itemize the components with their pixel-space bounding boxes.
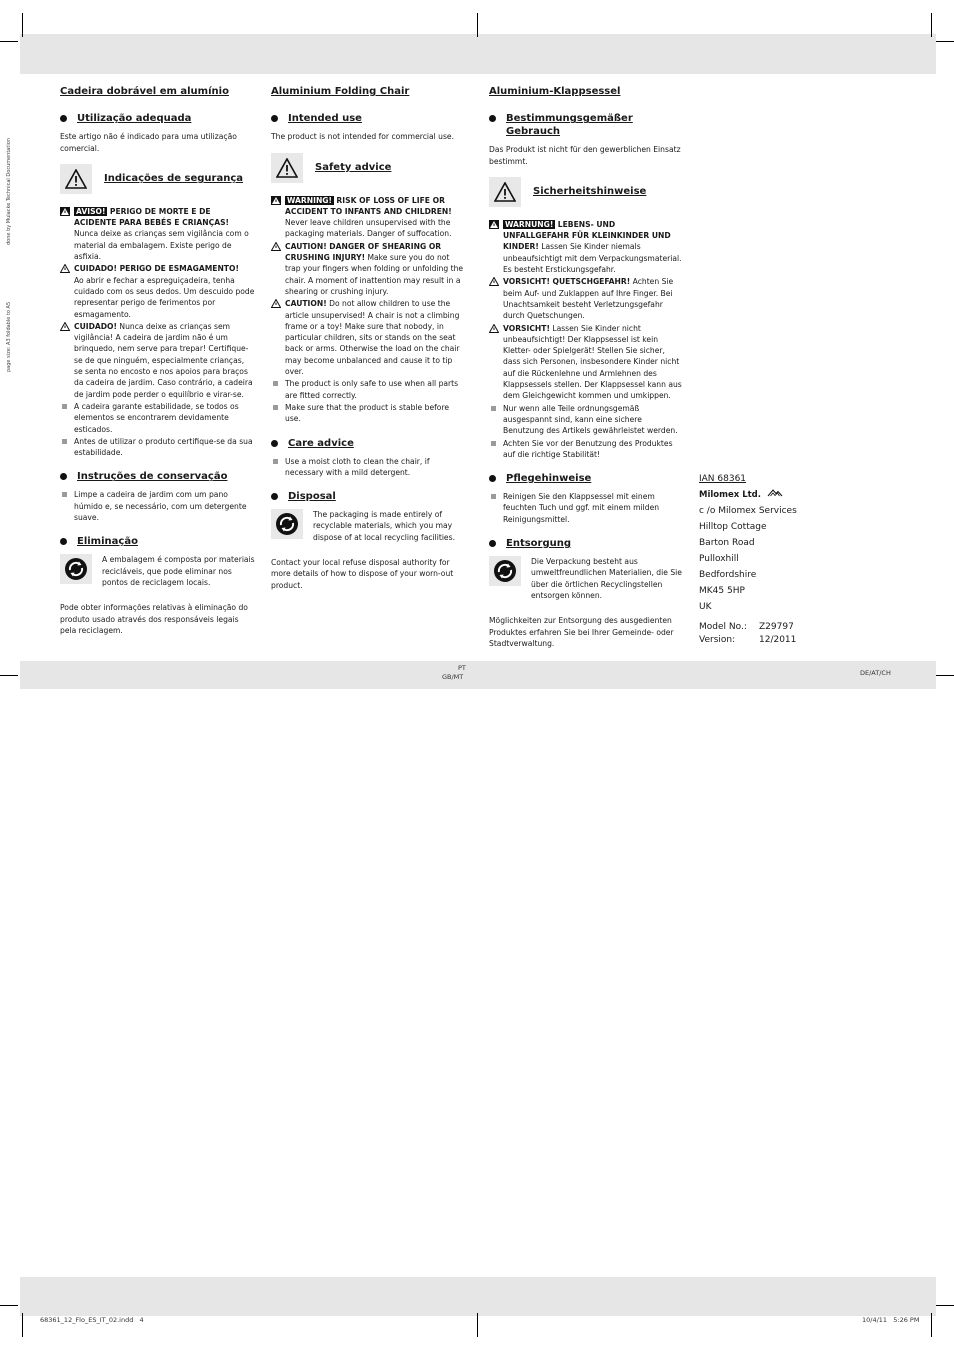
warning-filled-icon <box>60 207 70 219</box>
address-line: MK45 5HP <box>699 586 745 596</box>
safety-heading-row <box>489 177 683 207</box>
safety-heading-row <box>271 153 465 183</box>
column-de <box>489 86 683 659</box>
recycle-icon <box>271 509 303 539</box>
bullet-dot-icon <box>489 475 496 482</box>
warning-item: VORSICHT! QUETSCHGEFAHR! Achten Sie beim Auf- und Zuklappen auf Ihre Finger. Bei Unachtsamkeit besteht Verletzungsgefahr durch Quetschungen. <box>489 276 683 321</box>
section-heading: Pflegehinweise <box>489 472 683 485</box>
crop-mark <box>0 675 18 676</box>
safety-heading: Sicherheitshinweise <box>533 186 647 198</box>
page-title: Aluminium Folding Chair <box>271 86 410 97</box>
address-line: UK <box>699 602 712 612</box>
bullet-dot-icon <box>271 115 278 122</box>
section-heading: Intended use <box>271 112 465 125</box>
list-item: Use a moist cloth to clean the chair, if necessary with a mild detergent. <box>271 456 465 479</box>
address-line: c /o Milomex Services <box>699 506 797 516</box>
address-line: Barton Road <box>699 538 755 548</box>
bullet-dot-icon <box>60 115 67 122</box>
slug-filename: 68361_12_Flo_ES_IT_02.indd 4 <box>40 1316 144 1324</box>
bullet-dot-icon <box>271 493 278 500</box>
warning-item: CAUTION! Do not allow children to use the article unsupervised! A chair is not a climbing frame or a toy! Make sure that nobody, in particular children, sits or stands on the seat back or arms. Otherwise the load on the chair may become unbalanced and cause it to tip over. <box>271 298 465 377</box>
list-item: Nur wenn alle Teile ordnungsgemäß ausgespannt sind, kann eine sichere Benutzung des Artikels gewährleistet werden. <box>489 403 683 437</box>
warning-item: AVISO! PERIGO DE MORTE E DE ACIDENTE PARA BEBÉS E CRIANÇAS! Nunca deixe as crianças sem vigilância com o material da embalagem. Existe perigo de asfixia. <box>60 206 255 262</box>
top-band <box>20 34 936 74</box>
section-heading: Instruções de conservação <box>60 470 255 483</box>
square-bullet-icon <box>62 492 67 497</box>
list-item: Reinigen Sie den Klappsessel mit einem feuchten Tuch und ggf. mit einem milden Reinigungsmittel. <box>489 491 683 525</box>
crop-mark <box>936 41 954 42</box>
safety-heading-row <box>60 164 255 194</box>
footer-lang-gbmt: GB/MT <box>442 673 464 681</box>
list-item: Make sure that the product is stable before use. <box>271 402 465 425</box>
disposal-box: The packaging is made entirely of recyclable materials, which you may dispose of at local recycling facilities. <box>271 509 465 543</box>
square-bullet-icon <box>491 406 496 411</box>
warning-triangle-icon <box>489 177 521 207</box>
warning-filled-icon <box>271 196 281 208</box>
side-page-size: page size: A3 foldable to A5 <box>6 301 12 372</box>
square-bullet-icon <box>273 405 278 410</box>
disposal-text: Contact your local refuse disposal authority for more details of how to dispose of your worn-out product. <box>271 558 454 590</box>
intended-use-text: The product is not intended for commercial use. <box>271 132 455 142</box>
crop-mark <box>22 13 23 37</box>
warning-item: WARNUNG! LEBENS- UND UNFALLGEFAHR FÜR KLEINKINDER UND KINDER! Lassen Sie Kinder niemals unbeaufsichtigt mit dem Verpackungsmaterial. Es besteht Erstickungsgefahr. <box>489 219 683 275</box>
list-item: Antes de utilizar o produto certifique-se da sua estabilidade. <box>60 436 255 459</box>
intended-use-text: Das Produkt ist nicht für den gewerblichen Einsatz bestimmt. <box>489 145 681 166</box>
square-bullet-icon <box>273 381 278 386</box>
page-title: Aluminium-Klappsessel <box>489 86 621 97</box>
crop-mark <box>0 41 18 42</box>
recycle-icon <box>489 556 521 586</box>
footer-lang-deatch: DE/AT/CH <box>860 669 891 677</box>
page-title: Cadeira dobrável em alumínio <box>60 86 229 97</box>
address-line: Bedfordshire <box>699 570 757 580</box>
square-bullet-icon <box>62 404 67 409</box>
manufacturer-address <box>699 471 797 647</box>
column-gb <box>271 86 465 601</box>
address-line: Hilltop Cottage <box>699 522 767 532</box>
square-bullet-icon <box>273 459 278 464</box>
warning-small-icon <box>489 277 499 289</box>
section-heading: Entsorgung <box>489 537 683 550</box>
crop-mark <box>936 1305 954 1306</box>
warning-item: WARNING! RISK OF LOSS OF LIFE OR ACCIDENT TO INFANTS AND CHILDREN! Never leave children unsupervised with the packaging materials. Danger of suffocation. <box>271 195 465 240</box>
warning-filled-icon <box>489 220 499 232</box>
square-bullet-icon <box>491 494 496 499</box>
slug-date: 10/4/11 5:26 PM <box>862 1316 920 1324</box>
mountain-logo-icon <box>767 488 783 497</box>
intended-use-text: Este artigo não é indicado para uma utilização comercial. <box>60 132 237 153</box>
list-item: The product is only safe to use when all parts are fitted correctly. <box>271 378 465 401</box>
disposal-box: Die Verpackung besteht aus umweltfreundlichen Materialien, die Sie über die örtlichen Recyclingstellen entsorgen können. <box>489 556 683 601</box>
warning-item: VORSICHT! Lassen Sie Kinder nicht unbeaufsichtigt! Der Klappsessel ist kein Kletter- oder Spielgerät! Stellen Sie sicher, dass sich Personen, insbesondere Kinder nicht auf die Rückenlehne und Armlehnen des Klappsessels stellen. Der Klappsessel kann aus dem Gleichgewicht kommen und umkippen. <box>489 323 683 402</box>
list-item: Limpe a cadeira de jardim com um pano húmido e, se necessário, com um detergente suave. <box>60 489 255 523</box>
warning-item: CAUTION! DANGER OF SHEARING OR CRUSHING INJURY! Make sure you do not trap your fingers when folding or unfolding the chair. A moment of inattention may result in a shearing or crushing injury. <box>271 241 465 297</box>
bullet-dot-icon <box>60 538 67 545</box>
section-heading: Eliminação <box>60 535 255 548</box>
version-row: Version: 12/2011 <box>699 635 797 645</box>
crop-mark <box>22 1313 23 1337</box>
warning-small-icon <box>271 242 281 254</box>
warning-triangle-icon <box>271 153 303 183</box>
warning-small-icon <box>60 264 70 276</box>
company-row: Milomex Ltd. <box>699 487 797 503</box>
side-credit: done by Mulacke Technical Documentation <box>6 138 12 245</box>
section-heading: Disposal <box>271 490 465 503</box>
disposal-text: Pode obter informações relativas à eliminação do produto usado através dos responsáveis legais pela reciclagem. <box>60 603 248 635</box>
bullet-dot-icon <box>60 473 67 480</box>
square-bullet-icon <box>491 441 496 446</box>
warning-small-icon <box>489 324 499 336</box>
bullet-dot-icon <box>489 115 496 122</box>
bullet-dot-icon <box>271 440 278 447</box>
crop-mark <box>931 13 932 37</box>
column-pt <box>60 86 255 646</box>
list-item: Achten Sie vor der Benutzung des Produktes auf die richtige Stabilität! <box>489 438 683 461</box>
warning-triangle-icon <box>60 164 92 194</box>
warning-item: CUIDADO! Nunca deixe as crianças sem vigilância! A cadeira de jardim não é um brinquedo, nem serve para trepar! Certifique-se de que ninguém, especialmente crianças, se senta no encosto e nos apoios para braços da cadeira de jardim. Caso contrário, a cadeira de jardim pode perder o equilíbrio e virar-se. <box>60 321 255 400</box>
section-heading: Bestimmungsgemäßer Gebrauch <box>489 112 683 138</box>
section-heading: Utilização adequada <box>60 112 255 125</box>
footer-lang-pt: PT <box>458 664 466 672</box>
warning-small-icon <box>60 322 70 334</box>
footer-band <box>20 661 936 689</box>
square-bullet-icon <box>62 439 67 444</box>
crop-mark <box>477 1313 478 1337</box>
address-line: Pulloxhill <box>699 554 739 564</box>
bullet-dot-icon <box>489 540 496 547</box>
section-heading: Care advice <box>271 437 465 450</box>
crop-mark <box>936 675 954 676</box>
warning-small-icon <box>271 299 281 311</box>
ian-number: IAN 68361 <box>699 474 747 484</box>
crop-mark <box>931 1313 932 1337</box>
list-item: A cadeira garante estabilidade, se todos os elementos se encontrarem devidamente esticados. <box>60 401 255 435</box>
bottom-band <box>20 1277 936 1316</box>
crop-mark <box>477 13 478 37</box>
crop-mark <box>0 1305 18 1306</box>
warning-item: CUIDADO! PERIGO DE ESMAGAMENTO! Ao abrir e fechar a espreguiçadeira, tenha cuidado com os seus dedos. Um descuido pode representar perigo de ferimentos por esmagamento. <box>60 263 255 319</box>
disposal-text: Möglichkeiten zur Entsorgung des ausgedienten Produktes erfahren Sie bei Ihrer Gemeinde- oder Stadtverwaltung. <box>489 616 674 648</box>
model-number-row: Model No.: Z29797 <box>699 622 794 632</box>
safety-heading: Safety advice <box>315 161 392 173</box>
disposal-box: A embalagem é composta por materiais recicláveis, que pode eliminar nos pontos de reciclagem locais. <box>60 554 255 588</box>
recycle-icon <box>60 554 92 584</box>
safety-heading: Indicações de segurança <box>104 173 244 185</box>
